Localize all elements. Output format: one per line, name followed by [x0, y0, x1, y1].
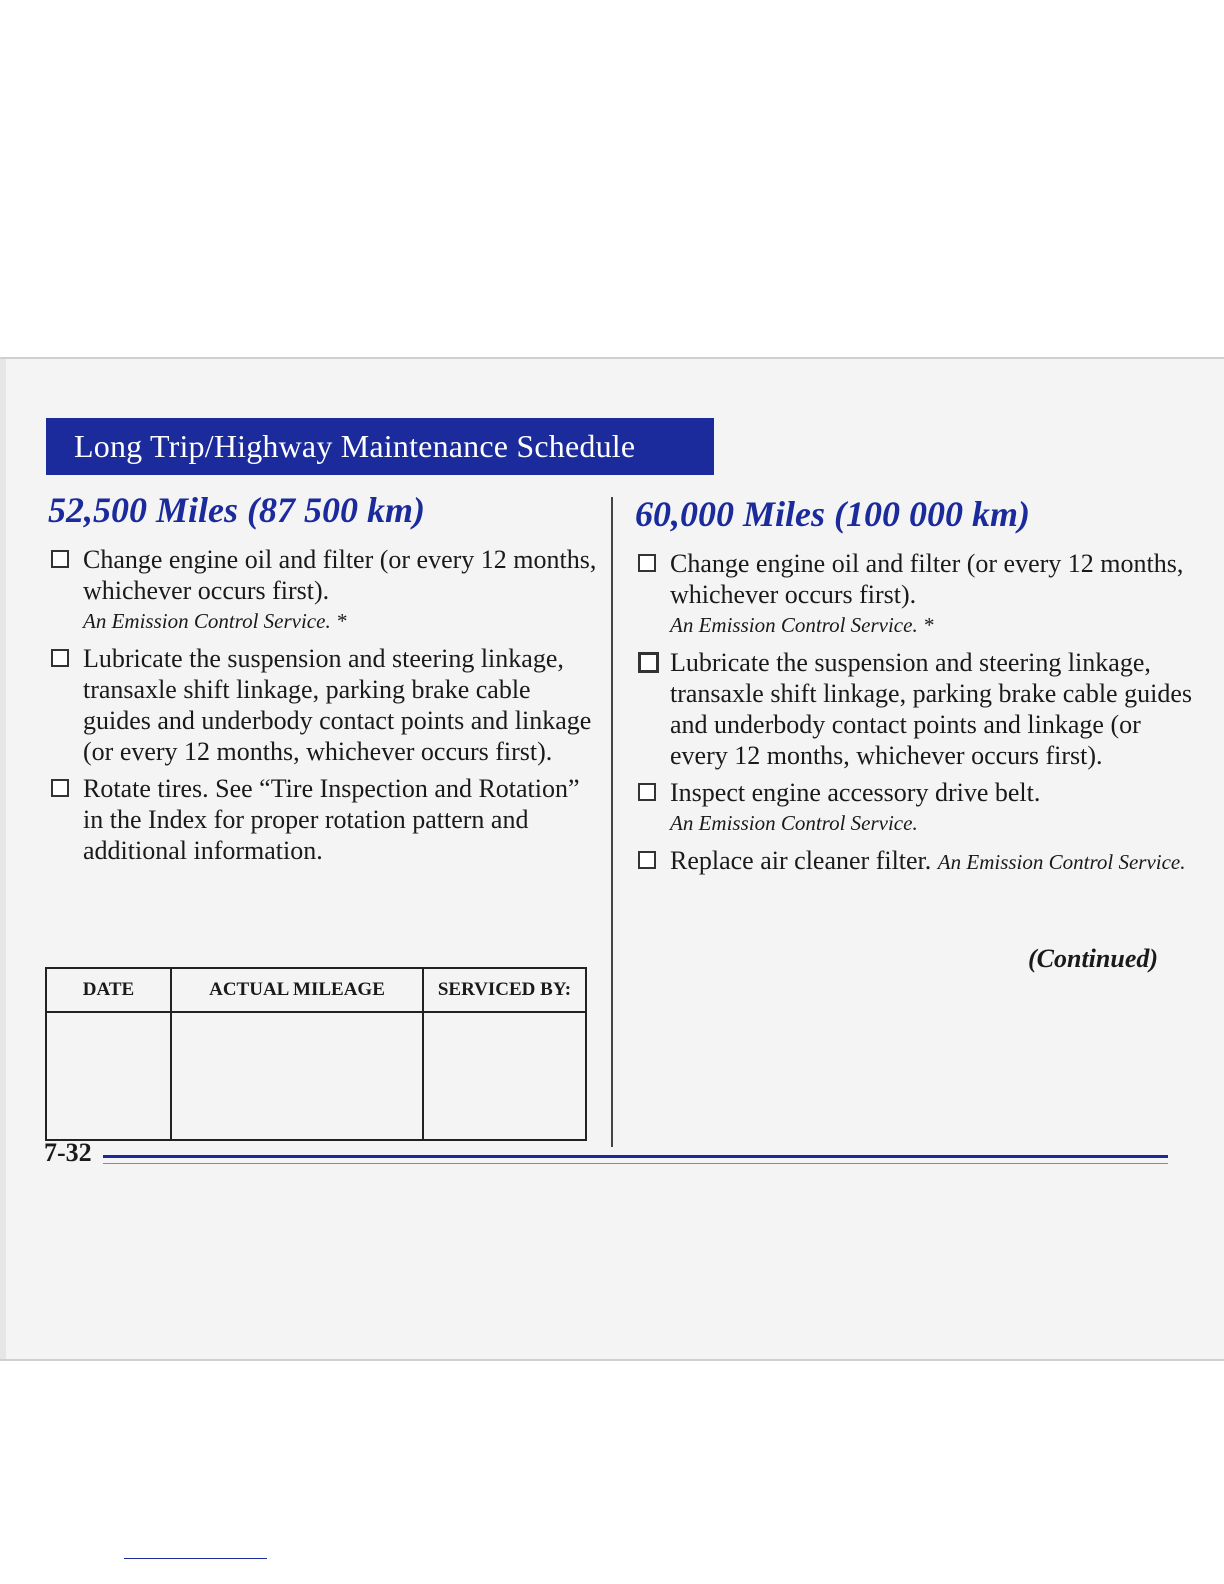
checklist-item — [635, 647, 1195, 771]
item-text: Inspect engine accessory drive belt. — [670, 778, 1041, 807]
date-cell[interactable] — [46, 1012, 171, 1140]
left-column — [48, 488, 598, 872]
footer-rule-thin — [103, 1163, 1168, 1164]
checklist-item — [48, 544, 598, 637]
item-text: Lubricate the suspension and steering linkage, transaxle shift linkage, parking brake cable guides and underbody contact points and linkage (or every 12 months, whichever occurs first). — [670, 648, 1192, 770]
item-note: An Emission Control Service. * — [83, 609, 347, 633]
checklist-item — [635, 777, 1195, 839]
checkbox-icon[interactable] — [638, 554, 656, 572]
checkbox-icon[interactable] — [51, 649, 69, 667]
column-header-serviced-by: SERVICED BY: — [423, 968, 586, 1012]
checklist-item — [48, 773, 598, 866]
checklist-item — [635, 548, 1195, 641]
checklist-item — [48, 643, 598, 767]
checkbox-icon[interactable] — [638, 783, 656, 801]
mileage-heading-right: 60,000 Miles (100 000 km) — [635, 494, 1030, 534]
checkbox-icon[interactable] — [638, 851, 656, 869]
serviced-by-cell[interactable] — [423, 1012, 586, 1140]
item-text: Rotate tires. See “Tire Inspection and Rotation” in the Index for proper rotation pattern and additional information. — [83, 774, 580, 865]
column-header-date: DATE — [46, 968, 171, 1012]
item-text: Change engine oil and filter (or every 12 months, whichever occurs first). — [83, 545, 597, 605]
item-note: An Emission Control Service. — [670, 811, 918, 835]
mileage-heading-left: 52,500 Miles (87 500 km) — [48, 490, 425, 530]
item-text: Replace air cleaner filter. — [670, 846, 932, 875]
column-divider — [611, 497, 613, 1147]
page-number: 7-32 — [44, 1138, 92, 1167]
item-text: Change engine oil and filter (or every 12 months, whichever occurs first). — [670, 549, 1184, 609]
table-header-row — [46, 968, 586, 1012]
item-note: An Emission Control Service. — [937, 850, 1186, 874]
footer-rule — [103, 1155, 1168, 1158]
column-header-mileage: ACTUAL MILEAGE — [171, 968, 423, 1012]
section-header: Long Trip/Highway Maintenance Schedule — [46, 418, 714, 475]
right-column — [635, 492, 1195, 884]
checklist-item — [635, 845, 1195, 878]
item-text: Lubricate the suspension and steering linkage, transaxle shift linkage, parking brake cable guides and underbody contact points and linkage (or every 12 months, whichever occurs first). — [83, 644, 592, 766]
checkbox-icon[interactable] — [51, 779, 69, 797]
checkbox-icon[interactable] — [51, 550, 69, 568]
table-row — [46, 1012, 586, 1140]
item-note: An Emission Control Service. * — [670, 613, 934, 637]
service-log-table — [45, 967, 587, 1141]
link-underline — [124, 1558, 267, 1559]
checkbox-icon[interactable] — [638, 652, 659, 673]
mileage-cell[interactable] — [171, 1012, 423, 1140]
continued-label: (Continued) — [1028, 944, 1159, 973]
